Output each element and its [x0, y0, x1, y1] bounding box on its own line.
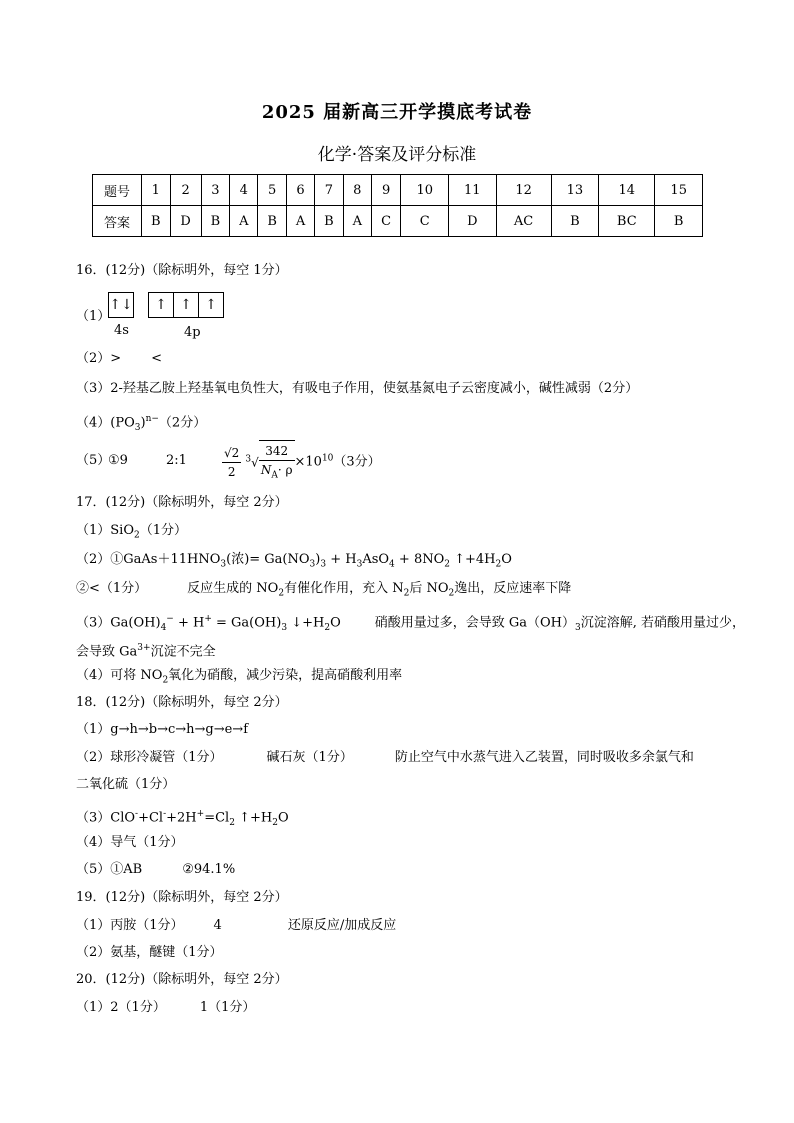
equation: )	[315, 552, 321, 567]
fraction-denominator: 2	[227, 464, 236, 479]
equation: +2H	[166, 810, 197, 826]
answer-cell: BC	[599, 206, 655, 237]
subscript: 2	[162, 675, 169, 686]
answer-cell: C	[401, 206, 449, 237]
answer-text: ②<（1分）	[76, 581, 148, 596]
subscript: 2	[278, 588, 285, 599]
equation: Ga(OH)	[110, 615, 161, 631]
fraction-numerator: 342	[259, 442, 295, 461]
answer-text: <	[151, 351, 163, 366]
answer-text: 4	[213, 918, 222, 933]
question-number-cell: 3	[201, 175, 230, 206]
subscript: 2	[324, 622, 331, 633]
page-subtitle: 化学·答案及评分标准	[317, 145, 477, 165]
q18-part2	[76, 749, 694, 767]
equation: O	[330, 615, 341, 631]
answer-cell: D	[170, 206, 201, 237]
inner-fraction	[259, 442, 295, 484]
answer-cell: B	[258, 206, 287, 237]
orbital-box-4p-1: ↑	[148, 292, 174, 318]
question-number-cell: 6	[286, 175, 314, 206]
part-label: （5）	[76, 453, 111, 468]
q17-part3	[76, 610, 745, 637]
subscript: 4	[160, 622, 167, 633]
equation: ↑+H	[234, 810, 273, 826]
part-label: （3）	[76, 615, 111, 631]
q17-part3-cont	[76, 639, 216, 661]
equation: + H	[173, 615, 205, 631]
question-number-cell: 8	[343, 175, 371, 206]
answer-cell: B	[655, 206, 703, 237]
q19-part1	[76, 917, 396, 935]
answer-cell: A	[343, 206, 371, 237]
q18-part1: （1）g→h→b→c→h→g→e→f	[76, 722, 249, 737]
fraction	[222, 444, 241, 481]
answer-cell: A	[230, 206, 258, 237]
superscript: 3+	[137, 643, 151, 653]
answer-text: 会导致 Ga	[76, 644, 138, 660]
q18-part4: （4）导气（1分）	[76, 835, 184, 850]
q18-part5	[76, 861, 235, 879]
table-row-answers	[93, 206, 703, 237]
answer-text: （4）可将 NO	[76, 668, 163, 683]
answer-cell: B	[142, 206, 171, 237]
q18-part2-cont: 二氧化硫（1分）	[76, 777, 176, 792]
q18-heading: 18．(12分)（除标明外，每空 2分）	[76, 695, 288, 710]
subscript: 2	[495, 559, 502, 570]
superscript: +	[204, 614, 212, 624]
answer-text: 还原反应/加成反应	[287, 918, 397, 933]
part-label: （2）	[76, 552, 111, 567]
q16-part2	[76, 350, 162, 368]
fraction-numerator: √2	[222, 444, 241, 463]
answer-cell: AC	[496, 206, 551, 237]
q17-part4	[76, 667, 402, 690]
equation: O	[277, 810, 289, 826]
q16-heading: 16．(12分)（除标明外，每空 1分）	[76, 263, 288, 278]
table-row-label: 题号	[93, 175, 142, 206]
q18-part3	[76, 805, 289, 832]
multiplier: ×10	[294, 454, 322, 470]
answer-text: （2）球形冷凝管（1分）	[76, 750, 223, 765]
label-4p: 4p	[184, 325, 201, 340]
answer-text: 硝酸用量过多，会导致 Ga（OH）	[374, 615, 575, 631]
answer-text: 防止空气中水蒸气进入乙装置，同时吸收多余氯气和	[394, 750, 694, 765]
q20-part1	[76, 999, 255, 1017]
q17-heading: 17．(12分)（除标明外，每空 2分）	[76, 495, 288, 510]
part-label: （4）	[76, 415, 111, 431]
q17-part1	[76, 522, 187, 545]
subscript: 3	[575, 622, 581, 633]
equation: = Ga(OH)	[211, 615, 282, 631]
answer-table	[92, 174, 703, 237]
subscript: 2	[229, 817, 235, 828]
answer-cell: A	[286, 206, 314, 237]
orbital-box-4p-2: ↑	[174, 292, 199, 318]
subscript: 3	[281, 622, 288, 633]
question-number-cell: 9	[371, 175, 401, 206]
score: （2分）	[158, 415, 207, 431]
formula: )	[140, 415, 146, 431]
part-label: （1）	[76, 309, 111, 324]
answer-text: 碱石灰（1分）	[266, 750, 353, 765]
question-number-cell: 10	[401, 175, 449, 206]
equation: O	[501, 552, 512, 567]
q19-heading: 19．(12分)（除标明外，每空 2分）	[76, 890, 288, 905]
equation: + 8NO	[394, 552, 445, 567]
root-index: 3	[245, 454, 252, 465]
subscript: 3	[309, 559, 316, 570]
answer-text: （2）>	[76, 351, 122, 366]
q20-heading: 20．(12分)（除标明外，每空 2分）	[76, 972, 288, 987]
label-4s: 4s	[114, 323, 129, 338]
superscript: -	[135, 809, 139, 819]
question-number-cell: 5	[258, 175, 287, 206]
fraction-denominator	[259, 461, 295, 484]
subscript: 2	[403, 588, 410, 599]
radius-formula	[222, 440, 381, 484]
equation: ①GaAs＋11HNO	[110, 552, 221, 567]
answer-cell: B	[315, 206, 344, 237]
answer-text: 氧化为硝酸，减少污染，提高硝酸利用率	[168, 668, 403, 683]
question-number-cell: 7	[315, 175, 344, 206]
exponent: 10	[321, 453, 334, 464]
subscript: 2	[134, 530, 140, 541]
cube-root: $^3$√ $\frac{342}{N_A\cdot \rho}$	[245, 440, 294, 484]
answer-text: （5）①AB	[76, 862, 143, 877]
score: （3分）	[333, 454, 381, 470]
page-title: 2025 届新高三开学摸底考试卷	[261, 102, 533, 123]
subscript: 3	[320, 559, 327, 570]
question-number-cell: 11	[449, 175, 497, 206]
answer-cell: B	[201, 206, 230, 237]
subscript: 2	[444, 559, 450, 570]
equation: (浓)= Ga(NO	[226, 552, 310, 567]
avogadro-symbol: N	[260, 463, 272, 477]
equation: （3）ClO	[76, 810, 136, 826]
subscript: 3	[356, 559, 363, 570]
superscript: -	[163, 809, 167, 819]
answer-text: ②94.1%	[182, 862, 236, 877]
subscript: A	[271, 470, 278, 481]
question-number-cell: 15	[655, 175, 703, 206]
equation: ↓+H	[287, 615, 325, 631]
equation: + H	[326, 552, 357, 567]
orbital-box-4p-3: ↑	[199, 292, 224, 318]
subscript: 2	[448, 588, 455, 599]
formula: (PO	[110, 415, 135, 431]
answer-text: （1）丙胺（1分）	[76, 918, 184, 933]
table-row-numbers	[93, 175, 703, 206]
density-symbol: · ρ	[277, 463, 293, 477]
answer-text: 反应生成的 NO	[187, 581, 279, 596]
q17-part2-eq	[76, 551, 512, 574]
equation: =Cl	[204, 810, 230, 826]
question-number-cell: 2	[170, 175, 201, 206]
question-number-cell: 1	[142, 175, 171, 206]
answer-cell: B	[551, 206, 599, 237]
answer-cell: C	[371, 206, 401, 237]
score: （1分）	[139, 523, 188, 538]
subscript: 3	[220, 559, 227, 570]
answer-text: 逸出，反应速率下降	[454, 581, 572, 596]
superscript: +	[196, 809, 205, 819]
answer-text: 1（1分）	[199, 1000, 256, 1015]
q17-part2-b	[76, 580, 571, 603]
subscript: 4	[389, 559, 395, 570]
question-number-cell: 12	[496, 175, 551, 206]
answer-text: 2:1	[166, 453, 187, 468]
answer-cell: D	[449, 206, 497, 237]
answer-text: 沉淀不完全	[150, 644, 216, 660]
table-row-label: 答案	[93, 206, 142, 237]
question-number-cell: 13	[551, 175, 599, 206]
equation: AsO	[362, 552, 390, 567]
answer-text: 有催化作用，充入 N	[284, 581, 404, 596]
equation: +Cl	[138, 810, 164, 826]
answer-text: （1）2（1分）	[76, 1000, 166, 1015]
subscript: 2	[272, 817, 278, 828]
q16-part3: （3）2-羟基乙胺上羟基氧电负性大，有吸电子作用，使氨基氮电子云密度减小，碱性减弱（2分）	[76, 381, 639, 396]
equation: ↑+4H	[449, 552, 496, 567]
question-number-cell: 4	[230, 175, 258, 206]
answer-text: 沉淀溶解, 若硝酸用量过少，	[580, 615, 745, 631]
answer-text: （1）SiO	[76, 523, 134, 538]
superscript: n−	[145, 414, 159, 424]
superscript: −	[166, 614, 174, 624]
answer-text: 后 NO	[409, 581, 449, 596]
question-number-cell: 14	[599, 175, 655, 206]
subscript: 3	[134, 422, 141, 433]
q16-part4	[76, 410, 206, 437]
orbital-box-4s: ↑↓	[108, 292, 134, 318]
answer-text: ①9	[108, 453, 128, 468]
q19-part2: （2）氨基，醚键（1分）	[76, 945, 223, 960]
